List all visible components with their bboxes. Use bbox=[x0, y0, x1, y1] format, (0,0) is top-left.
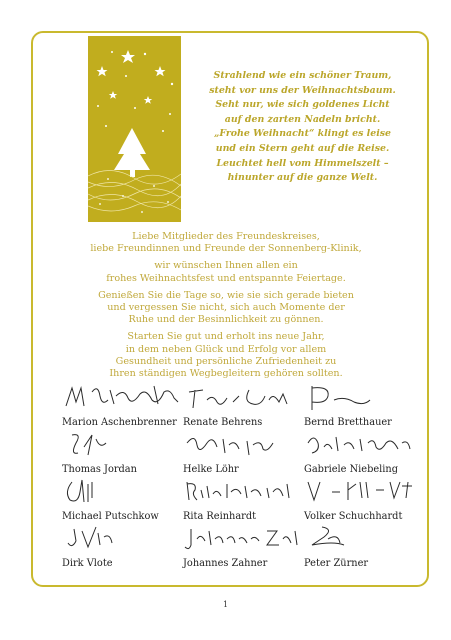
poem-line: „Frohe Weihnacht“ klingt es leise bbox=[213, 128, 392, 140]
greeting-letter bbox=[48, 226, 404, 385]
signature-block bbox=[304, 523, 434, 569]
letter-line: liebe Freundinnen und Freunde der Sonnenberg-Klinik, bbox=[90, 243, 362, 255]
christmas-poem bbox=[200, 69, 405, 186]
signatory-name: Renate Behrens bbox=[183, 417, 263, 428]
handwritten-signature bbox=[62, 429, 192, 459]
letter-line: Starten Sie gut und erholt ins neue Jahr, bbox=[127, 331, 325, 343]
signatory-name: Marion Aschenbrenner bbox=[62, 417, 177, 428]
poem-line: hinunter auf die ganze Welt. bbox=[227, 172, 378, 184]
signatory-name: Johannes Zahner bbox=[183, 558, 268, 569]
letter-line: und vergessen Sie nicht, sich auch Momente der bbox=[107, 302, 345, 314]
signatory-name: Thomas Jordan bbox=[62, 464, 137, 475]
signature-block bbox=[183, 382, 313, 428]
poem-line: Seht nur, wie sich goldenes Licht bbox=[215, 99, 390, 111]
page-number: 1 bbox=[222, 600, 229, 609]
poem-line: Leuchtet hell vom Himmelszelt – bbox=[216, 157, 389, 169]
letter-line: frohes Weihnachtsfest und entspannte Feiertage. bbox=[106, 272, 346, 284]
handwritten-signature bbox=[304, 429, 434, 459]
handwritten-signature bbox=[62, 523, 192, 553]
tree-stars-icon bbox=[88, 36, 181, 222]
poem-line: steht vor uns der Weihnachtsbaum. bbox=[209, 84, 396, 96]
handwritten-signature bbox=[183, 523, 313, 553]
signatory-name: Helke Löhr bbox=[183, 464, 239, 475]
signature-block bbox=[62, 382, 192, 428]
poem-line: auf den zarten Nadeln bricht. bbox=[224, 113, 381, 125]
signatory-name: Gabriele Niebeling bbox=[304, 464, 399, 475]
christmas-tree-illustration bbox=[88, 36, 181, 222]
handwritten-signature bbox=[304, 523, 434, 553]
handwritten-signature bbox=[304, 476, 434, 506]
signature-block bbox=[183, 523, 313, 569]
signatory-name: Peter Zürner bbox=[304, 558, 369, 569]
signatory-name: Bernd Bretthauer bbox=[304, 417, 392, 428]
letter-line: wir wünschen Ihnen allen ein bbox=[154, 260, 298, 272]
handwritten-signature bbox=[62, 476, 192, 506]
letter-line: Genießen Sie die Tage so, wie sie sich gerade bieten bbox=[98, 289, 354, 301]
handwritten-signature bbox=[183, 382, 313, 412]
handwritten-signature bbox=[183, 476, 313, 506]
handwritten-signature bbox=[304, 382, 434, 412]
letter-line: in dem neben Glück und Erfolg vor allem bbox=[125, 343, 327, 355]
poem-line: Strahlend wie ein schöner Traum, bbox=[213, 70, 392, 81]
signature-block bbox=[62, 523, 192, 569]
handwritten-signature bbox=[62, 382, 192, 412]
signatory-name: Dirk Vlote bbox=[62, 558, 113, 569]
letter-line: Liebe Mitglieder des Freundeskreises, bbox=[132, 231, 320, 242]
signature-block bbox=[62, 476, 192, 522]
signature-block bbox=[183, 476, 313, 522]
poem-line: und ein Stern geht auf die Reise. bbox=[215, 142, 390, 154]
signatory-name: Rita Reinhardt bbox=[183, 511, 257, 522]
signature-block bbox=[183, 429, 313, 475]
letter-line: Gesundheit und persönliche Zufriedenheit zu bbox=[115, 355, 337, 367]
signature-block bbox=[304, 382, 434, 428]
signatory-name: Michael Putschkow bbox=[62, 511, 159, 522]
handwritten-signature bbox=[183, 429, 313, 459]
signature-block bbox=[62, 429, 192, 475]
signature-block bbox=[304, 429, 434, 475]
letter-line: Ihren ständigen Wegbegleitern gehören sollten. bbox=[109, 368, 343, 380]
signatory-name: Volker Schuchhardt bbox=[304, 511, 403, 522]
letter-line: Ruhe und der Besinnlichkeit zu gönnen. bbox=[128, 314, 324, 326]
signature-block bbox=[304, 476, 434, 522]
